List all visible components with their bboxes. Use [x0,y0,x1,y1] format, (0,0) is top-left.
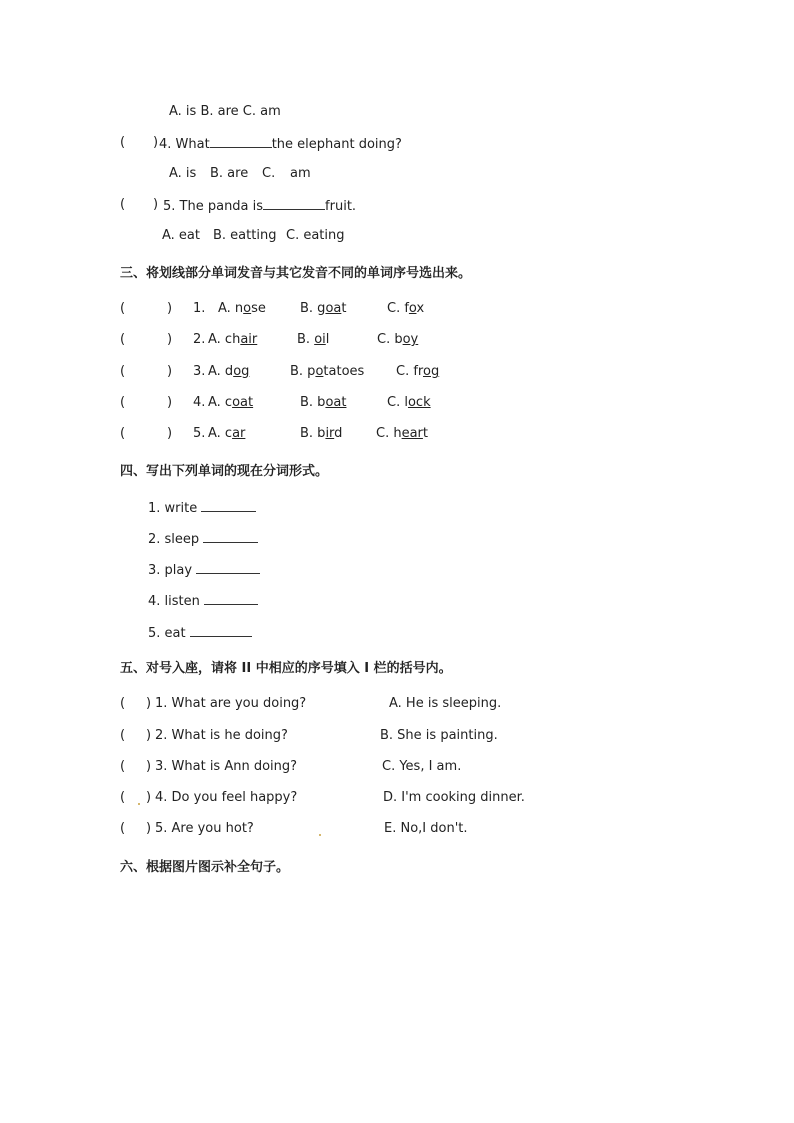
underlined-letters: o [243,301,252,316]
section-5-heading: 五、对号入座，请将 II 中相应的序号填入 I 栏的括号内。 [120,661,452,676]
answer-paren-close: ) [167,332,173,347]
answer-paren-close: ) [146,790,152,805]
item-number: 5. [193,426,206,441]
answer-paren-close: ) [167,426,173,441]
option-text: B. p [290,364,316,379]
option-c [387,301,424,317]
item-number: 1. [193,301,206,316]
option-b: B. eatting [213,228,277,243]
answer-choice: B. She is painting. [380,728,498,743]
answer-blank[interactable] [196,561,260,574]
option-b [297,332,329,348]
word-label: 4. listen [148,594,200,609]
option-text: d [334,426,343,441]
underlined-letters: oi [314,332,326,347]
word-label: 5. eat [148,626,186,641]
question-stem: 4. What [159,137,210,152]
underlined-letters: ir [325,426,335,441]
option-a [208,332,257,348]
question-text: 2. What is he doing? [155,728,288,743]
option-text: t [341,301,347,316]
answer-paren-open: ( [120,426,126,441]
word-item [148,561,260,579]
underlined-letters: oy [402,332,419,347]
underlined-letters: og [422,364,440,379]
option-text: se [251,301,266,316]
option-text: C. l [387,395,408,410]
option-c [376,426,428,442]
word-item [148,624,252,642]
answer-paren-open: ( [120,197,126,212]
underlined-letters: o [315,364,324,379]
option-b [300,426,342,442]
section-4-heading: 四、写出下列单词的现在分词形式。 [120,464,329,479]
answer-paren-close: ) [167,364,173,379]
answer-paren-close: ) [153,197,159,212]
answer-paren-close: ) [167,395,173,410]
option-text: A. c [208,395,233,410]
answer-choice: A. He is sleeping. [389,696,502,711]
option-b [300,301,346,317]
underlined-letters: oa [325,301,342,316]
fill-blank[interactable] [210,135,272,148]
option-c: C. eating [286,228,345,243]
speck-mark [138,803,140,805]
word-item [148,530,258,548]
question-text: 3. What is Ann doing? [155,759,298,774]
word-label: 1. write [148,501,198,516]
answer-choice: D. I'm cooking dinner. [383,790,525,805]
answer-paren-open: ( [120,728,126,743]
option-text: t [422,426,429,441]
option-text: tatoes [323,364,365,379]
item-number: 3. [193,364,206,379]
option-b: B. are [210,166,249,181]
underlined-letters: oat [325,395,347,410]
option-text: C. fr [396,364,423,379]
answer-paren-open: ( [120,135,126,150]
option-c-value: am [290,166,311,181]
fill-blank[interactable] [263,197,325,210]
option-a: A. is [169,166,197,181]
option-text: C. f [387,301,409,316]
word-label: 3. play [148,563,193,578]
option-c: C. [262,166,276,181]
option-a: A. eat [162,228,200,243]
underlined-letters: air [240,332,258,347]
underlined-letters: oat [232,395,254,410]
item-number: 4. [193,395,206,410]
option-text: A. c [208,426,233,441]
speck-mark [319,834,321,836]
question-text: 5. Are you hot? [155,821,254,836]
option-a [208,395,253,411]
word-label: 2. sleep [148,532,200,547]
underlined-letters: ock [407,395,431,410]
q3-options: A. is B. are C. am [169,104,281,119]
option-text: A. ch [208,332,241,347]
question-rest: fruit. [325,199,357,214]
option-a [208,364,249,380]
option-c [377,332,418,348]
option-text: C. b [377,332,403,347]
answer-paren-close: ) [146,728,152,743]
question-text [163,197,356,215]
option-text: B. b [300,395,326,410]
answer-paren-open: ( [120,821,126,836]
section-6-heading: 六、根据图片图示补全句子。 [120,860,290,875]
answer-blank[interactable] [201,499,256,512]
option-b [290,364,364,380]
word-item [148,499,256,517]
question-stem: 5. The panda is [163,199,264,214]
answer-paren-open: ( [120,332,126,347]
option-text: B. b [300,426,326,441]
answer-paren-close: ) [146,696,152,711]
underlined-letters: ar [232,426,246,441]
option-a [208,426,245,442]
option-text: x [416,301,425,316]
answer-paren-open: ( [120,301,126,316]
section-3-heading: 三、将划线部分单词发音与其它发音不同的单词序号选出来。 [120,266,472,281]
answer-choice: C. Yes, I am. [382,759,462,774]
option-text: C. h [376,426,402,441]
option-c [387,395,431,411]
answer-paren-open: ( [120,364,126,379]
question-rest: the elephant doing? [271,137,402,152]
answer-paren-close: ) [167,301,173,316]
underlined-letters: ear [401,426,423,441]
answer-paren-close: ) [146,759,152,774]
option-text: B. [297,332,315,347]
answer-choice: E. No,I don't. [384,821,468,836]
answer-blank[interactable] [203,530,258,543]
answer-paren-open: ( [120,395,126,410]
answer-blank[interactable] [190,624,252,637]
option-a [218,301,266,317]
answer-paren-close: ) [146,821,152,836]
answer-paren-open: ( [120,759,126,774]
underlined-letters: og [233,364,250,379]
question-text: 1. What are you doing? [155,696,307,711]
question-text: 4. Do you feel happy? [155,790,298,805]
option-text: l [325,332,330,347]
option-c [396,364,439,380]
word-item [148,592,258,610]
answer-blank[interactable] [204,592,258,605]
option-b [300,395,346,411]
answer-paren-open: ( [120,790,126,805]
answer-paren-open: ( [120,696,126,711]
item-number: 2. [193,332,206,347]
option-text: B. g [300,301,326,316]
option-text: A. d [208,364,234,379]
underlined-letters: o [408,301,417,316]
option-text: A. n [218,301,244,316]
answer-paren-close: ) [153,135,159,150]
question-text [159,135,402,153]
